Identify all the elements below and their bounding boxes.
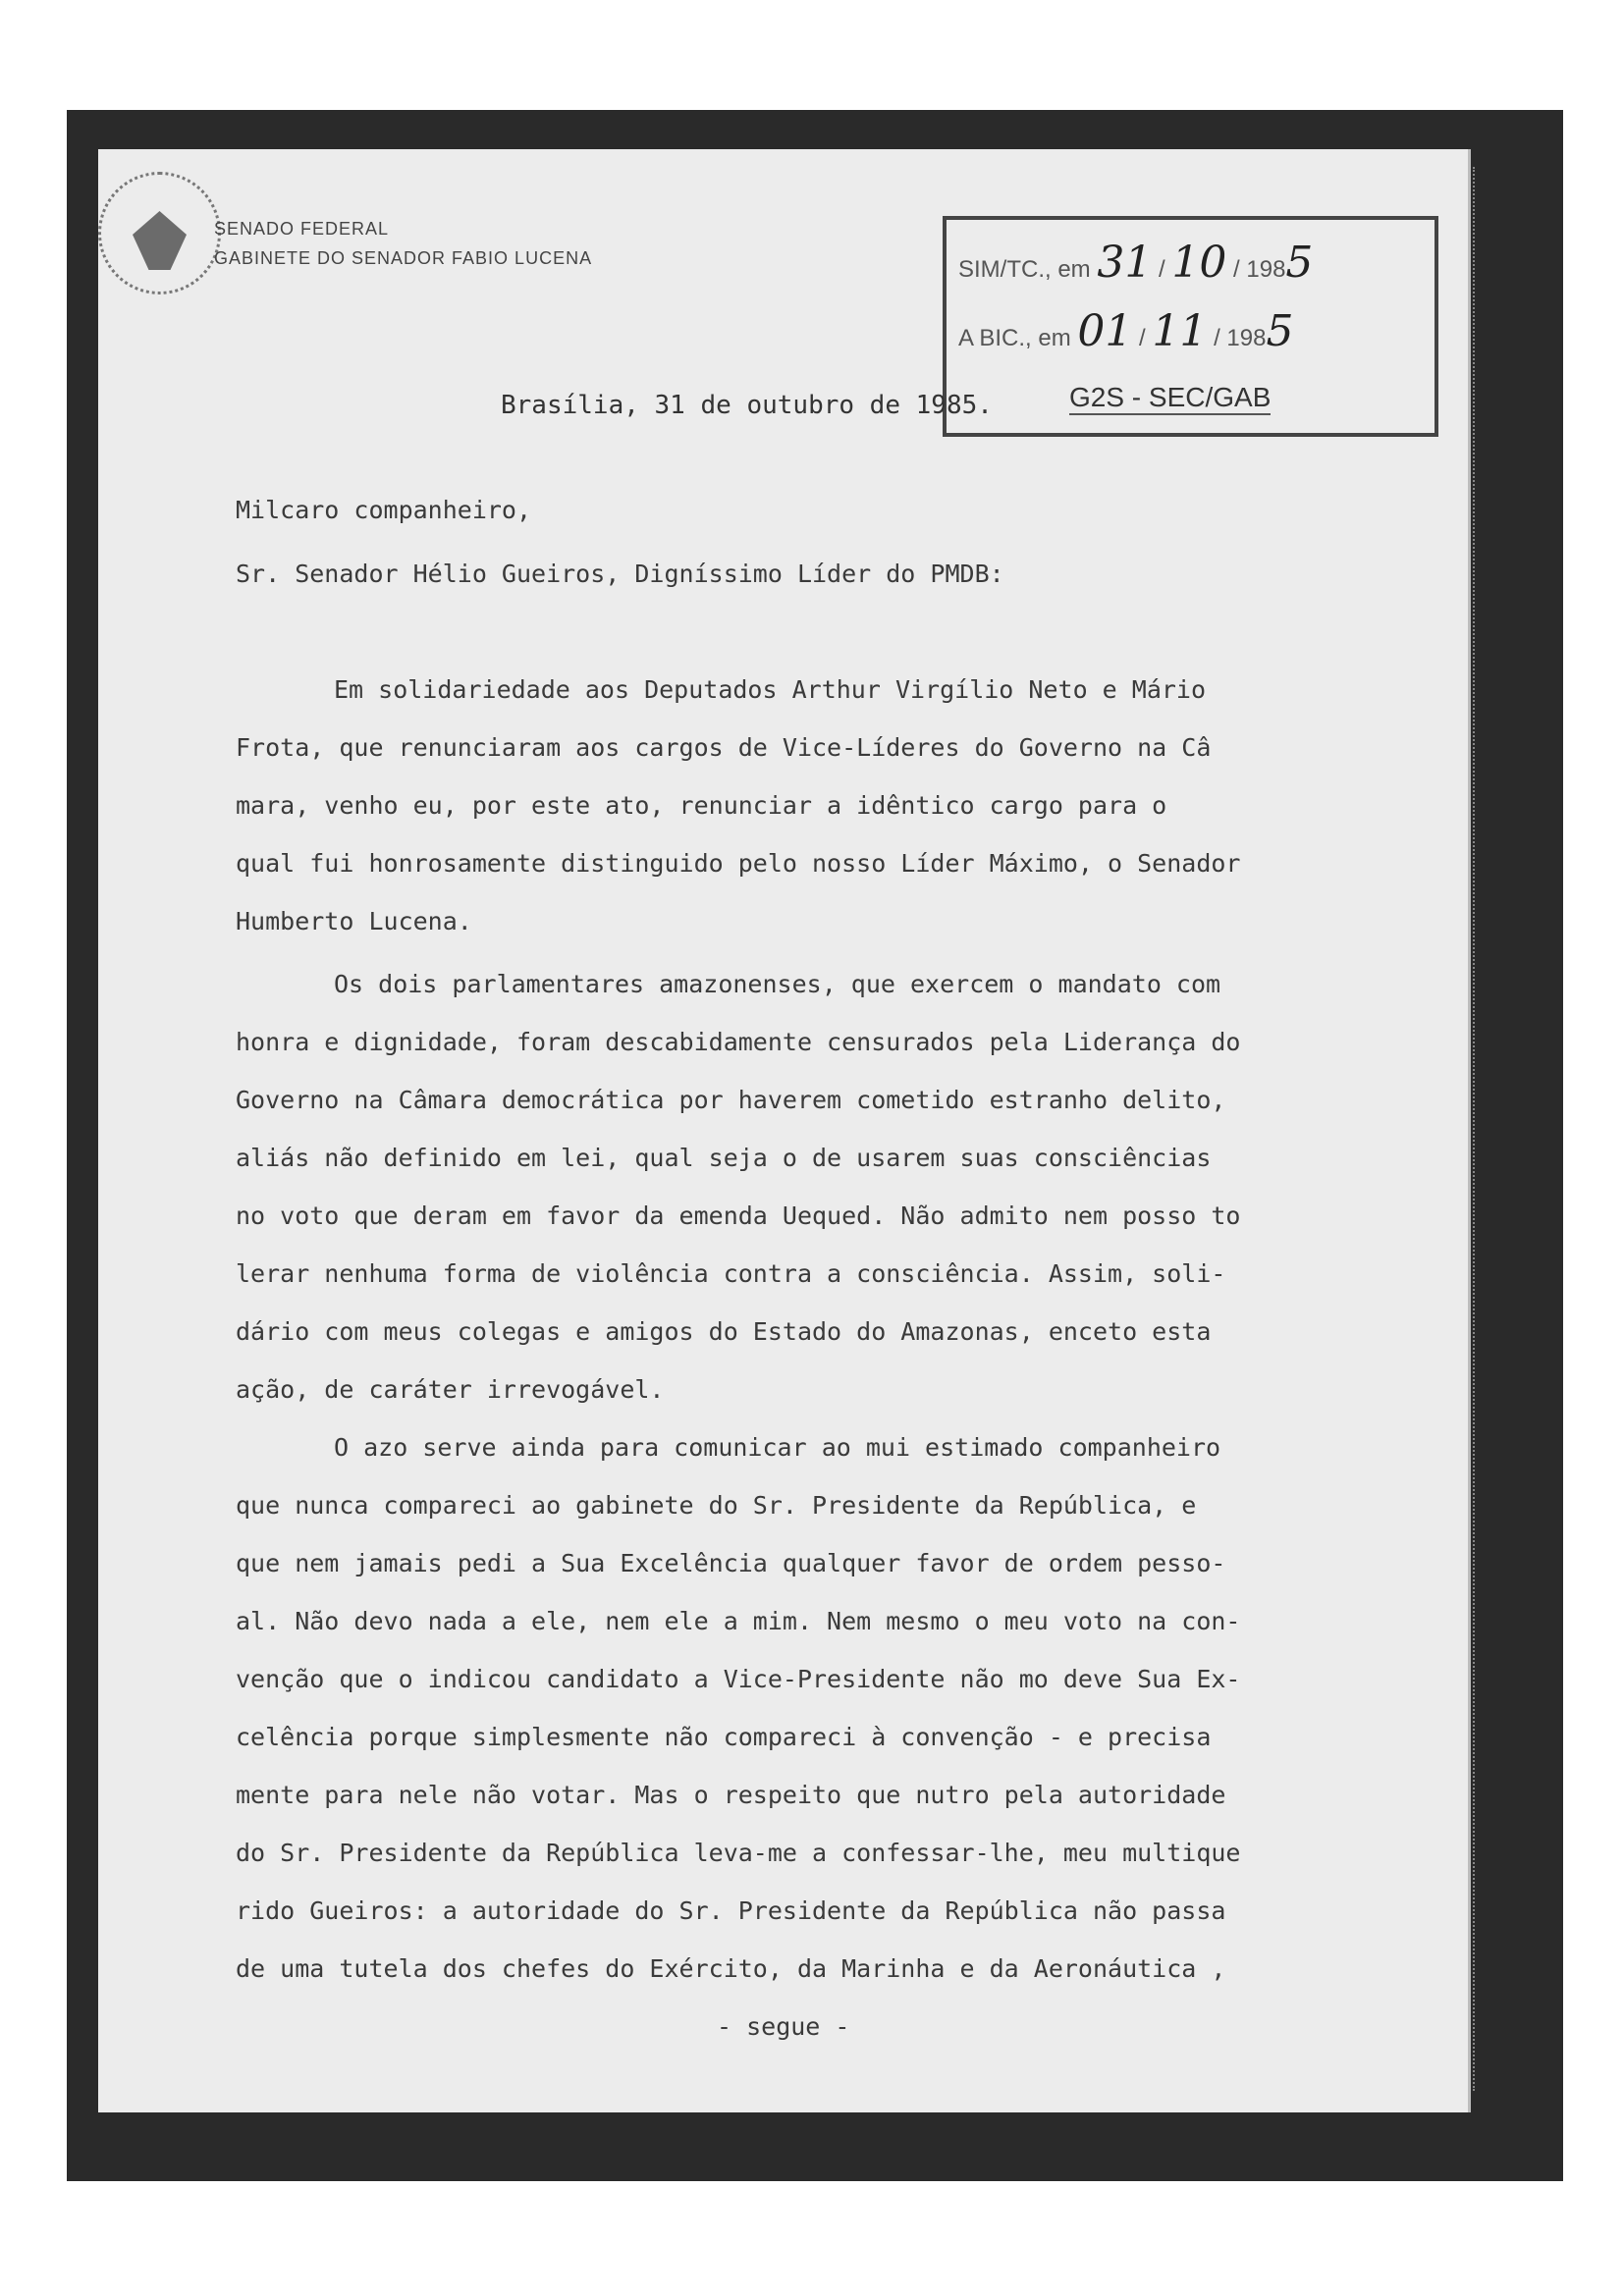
paragraph-3-line-7: mente para nele não votar. Mas o respeito que nutro pela autoridade [236,1781,1226,1809]
paragraph-3-line-10: de uma tutela dos chefes do Exército, da Marinha e da Aeronáutica , [236,1954,1226,1983]
paragraph-1-line-2: Frota, que renunciaram aos cargos de Vice-Líderes do Governo na Câ [236,733,1212,762]
stamp-line-1-month: 10 [1171,238,1227,288]
continuation-note: - segue - [717,2012,850,2041]
salutation-line-1: Milcaro companheiro, [236,496,532,524]
dateline: Brasília, 31 de outubro de 1985. [501,391,993,420]
paragraph-1-line-4: qual fui honrosamente distinguido pelo nosso Líder Máximo, o Senador [236,849,1241,878]
stamp-line-2-day: 01 [1077,306,1133,356]
stamp-line-1: SIM/TC., em 31 / 10 / 1985 [958,238,1314,288]
stamp-line-1-day: 31 [1097,238,1153,288]
paragraph-3-line-6: celência porque simplesmente não compareci à convenção - e precisa [236,1723,1212,1751]
stamp-code: G2S - SEC/GAB [1069,382,1271,415]
paragraph-2-line-2: honra e dignidade, foram descabidamente censurados pela Liderança do [236,1028,1241,1056]
stamp-line-2-year: 5 [1266,306,1294,356]
paragraph-3-line-4: al. Não devo nada a ele, nem ele a mim. Nem mesmo o meu voto na con- [236,1607,1241,1635]
stamp-line-2-month: 11 [1152,306,1208,356]
letterhead-line-2: GABINETE DO SENADOR FABIO LUCENA [214,248,593,268]
paragraph-2-line-3: Governo na Câmara democrática por haverem cometido estranho delito, [236,1086,1226,1114]
letterhead-line-1: SENADO FEDERAL [214,219,390,239]
letterhead [214,214,592,273]
salutation-line-2: Sr. Senador Hélio Gueiros, Digníssimo Líder do PMDB: [236,560,1004,588]
paragraph-2-line-5: no voto que deram em favor da emenda Uequed. Não admito nem posso to [236,1201,1241,1230]
paragraph-2-line-1: Os dois parlamentares amazonenses, que exercem o mandato com [334,970,1221,998]
paragraph-3-line-9: rido Gueiros: a autoridade do Sr. Presidente da República não passa [236,1896,1226,1925]
paragraph-3-line-3: que nem jamais pedi a Sua Excelência qualquer favor de ordem pesso- [236,1549,1226,1577]
paragraph-1-line-5: Humberto Lucena. [236,907,472,935]
paragraph-3-line-2: que nunca compareci ao gabinete do Sr. Presidente da República, e [236,1491,1197,1520]
paragraph-1-line-3: mara, venho eu, por este ato, renunciar a idêntico cargo para o [236,791,1167,820]
paragraph-2-line-7: dário com meus colegas e amigos do Estado do Amazonas, enceto esta [236,1317,1212,1346]
paragraph-3-line-5: venção que o indicou candidato a Vice-Presidente não mo deve Sua Ex- [236,1665,1241,1693]
letter-page [98,149,1471,2112]
paragraph-2-line-4: aliás não definido em lei, qual seja o de usarem suas consciências [236,1144,1212,1172]
paragraph-2-line-8: ação, de caráter irrevogável. [236,1375,665,1404]
stamp-line-2: A BIC., em 01 / 11 / 1985 [958,306,1294,356]
stamp-line-1-year: 5 [1285,238,1314,288]
paragraph-1-line-1: Em solidariedade aos Deputados Arthur Virgílio Neto e Mário [334,675,1207,704]
paragraph-3-line-8: do Sr. Presidente da República leva-me a confessar-lhe, meu multique [236,1839,1241,1867]
page-edge [1473,167,1496,2091]
paragraph-2-line-6: lerar nenhuma forma de violência contra a consciência. Assim, soli- [236,1259,1226,1288]
paragraph-3-line-1: O azo serve ainda para comunicar ao mui estimado companheiro [334,1433,1221,1462]
receipt-stamp [943,216,1438,437]
